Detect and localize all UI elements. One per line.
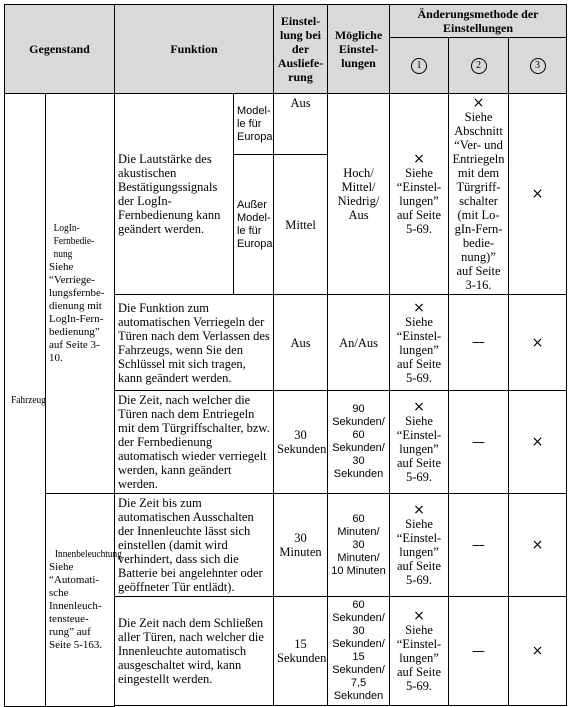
row1-possible: Hoch/ Mittel/ Niedrig/ Aus xyxy=(328,94,390,295)
header-method-3: 3 xyxy=(509,38,567,94)
row1-method3 xyxy=(509,94,567,295)
row2-method3 xyxy=(509,295,567,391)
header-method-2: 2 xyxy=(449,38,509,94)
row1-factory-europe: Aus xyxy=(274,94,328,155)
cross-icon: × xyxy=(531,434,544,450)
settings-table xyxy=(4,4,567,707)
row1-method2: × Siehe Abschnitt “Ver- und Entriegeln mit dem Türgriff-schalter (mit Lo-gIn-Fern-bedie-nung)” auf Seite 3-16. xyxy=(449,94,509,295)
login-ref: Siehe “Verriege-lungsfernbe-dienung mit LogIn-Fern-bedienung” auf Seite 3-10. xyxy=(49,261,105,364)
row5-method1: × Siehe “Einstel-lungen” auf Seite 5-69. xyxy=(390,597,449,706)
vehicle-cell: Fahrzeug xyxy=(5,94,46,707)
interior-name: Innenbeleuchtung xyxy=(54,547,122,560)
row5-method2 xyxy=(449,597,509,706)
header-method-1: 1 xyxy=(390,38,449,94)
row4-possible: 60 Minuten/ 30 Minuten/ 10 Minuten xyxy=(328,494,390,597)
header-item: Gegenstand xyxy=(5,5,115,94)
login-cell xyxy=(46,94,115,494)
row5-function: Die Zeit nach dem Schließen aller Türen, nach welcher die Innenleuchte automatisch ausgeschaltet wird, kann eingestellt werden. xyxy=(115,597,274,706)
row3-method3 xyxy=(509,391,567,494)
row4-method2 xyxy=(449,494,509,597)
header-function: Funktion xyxy=(115,5,274,94)
cross-icon: × xyxy=(413,299,425,316)
row2-function: Die Funktion zum automatischen Verriegeln der Türen nach dem Verlassen des Fahrzeugs, wenn Sie den Schlüssel mit sich tragen, kann geändert werden. xyxy=(115,295,274,391)
cross-icon: × xyxy=(413,399,425,415)
login-name: LogIn-Fernbedie-nung xyxy=(53,222,95,260)
row1-factory-non-europe: Mittel xyxy=(274,155,328,295)
header-change-method: Änderungsmethode der Einstellungen xyxy=(390,5,567,38)
cross-icon: × xyxy=(413,151,425,167)
row5-method3 xyxy=(509,597,567,706)
row4-method3 xyxy=(509,494,567,597)
row5-possible: 60 Sekunden/ 30 Sekunden/ 15 Sekunden/ 7,5 Sekunden xyxy=(328,597,390,706)
row2-method2 xyxy=(449,295,509,391)
header-factory-setting: Einstel-lung bei der Ausliefe-rung xyxy=(274,5,328,94)
row3-possible: 90 Sekunden/ 60 Sekunden/ 30 Sekunden xyxy=(328,391,390,494)
dash-icon: — xyxy=(472,643,486,659)
cross-icon: × xyxy=(472,95,485,111)
row1-method1: × Siehe “Einstel-lungen” auf Seite 5-69. xyxy=(390,94,449,295)
row2-possible: An/Aus xyxy=(328,295,390,391)
row2-method1: × Siehe “Einstel-lungen” auf Seite 5-69. xyxy=(390,295,449,391)
row4-factory: 30 Minuten xyxy=(274,494,328,597)
header-possible-settings: Mögliche Einstel-lungen xyxy=(328,5,390,94)
dash-icon: — xyxy=(472,434,486,450)
row3-method2 xyxy=(449,391,509,494)
cross-icon: × xyxy=(413,608,425,624)
row3-method1: × Siehe “Einstel-lungen” auf Seite 5-69. xyxy=(390,391,449,494)
cross-icon: × xyxy=(531,334,544,351)
row3-function: Die Zeit, nach welcher die Türen nach dem Entriegeln mit dem Türgriffschalter, bzw. der Fernbedienung automatisch wieder verriegelt werden, kann geändert werden. xyxy=(115,391,274,494)
row2-factory: Aus xyxy=(274,295,328,391)
row1-cond-europe: Model-le für Europa xyxy=(234,94,274,155)
cross-icon: × xyxy=(531,643,544,659)
dash-icon: — xyxy=(472,335,486,350)
row4-function: Die Zeit bis zum automatischen Ausschalten der Innenleuchte lässt sich einstellen (damit wird verhindert, dass sich die Batterie bei angelehnter oder geöffneter Tür entlädt). xyxy=(115,494,274,597)
cross-icon: × xyxy=(531,537,544,553)
row3-factory: 30 Sekunden xyxy=(274,391,328,494)
cross-icon: × xyxy=(531,186,544,202)
dash-icon: — xyxy=(472,537,486,553)
row4-method1: × Siehe “Einstel-lungen” auf Seite 5-69. xyxy=(390,494,449,597)
interior-ref: Siehe “Automati-sche Innenleuch-tensteue-rung” auf Seite 5-163. xyxy=(49,560,103,651)
cross-icon: × xyxy=(413,502,425,518)
row1-cond-non-europe: Außer Model-le für Europa xyxy=(234,155,274,295)
row5-factory: 15 Sekunden xyxy=(274,597,328,706)
row1-function: Die Lautstärke des akustischen Bestätigungssignals der LogIn-Fernbedienung kann geändert werden. xyxy=(115,94,234,295)
interior-cell xyxy=(46,494,122,707)
